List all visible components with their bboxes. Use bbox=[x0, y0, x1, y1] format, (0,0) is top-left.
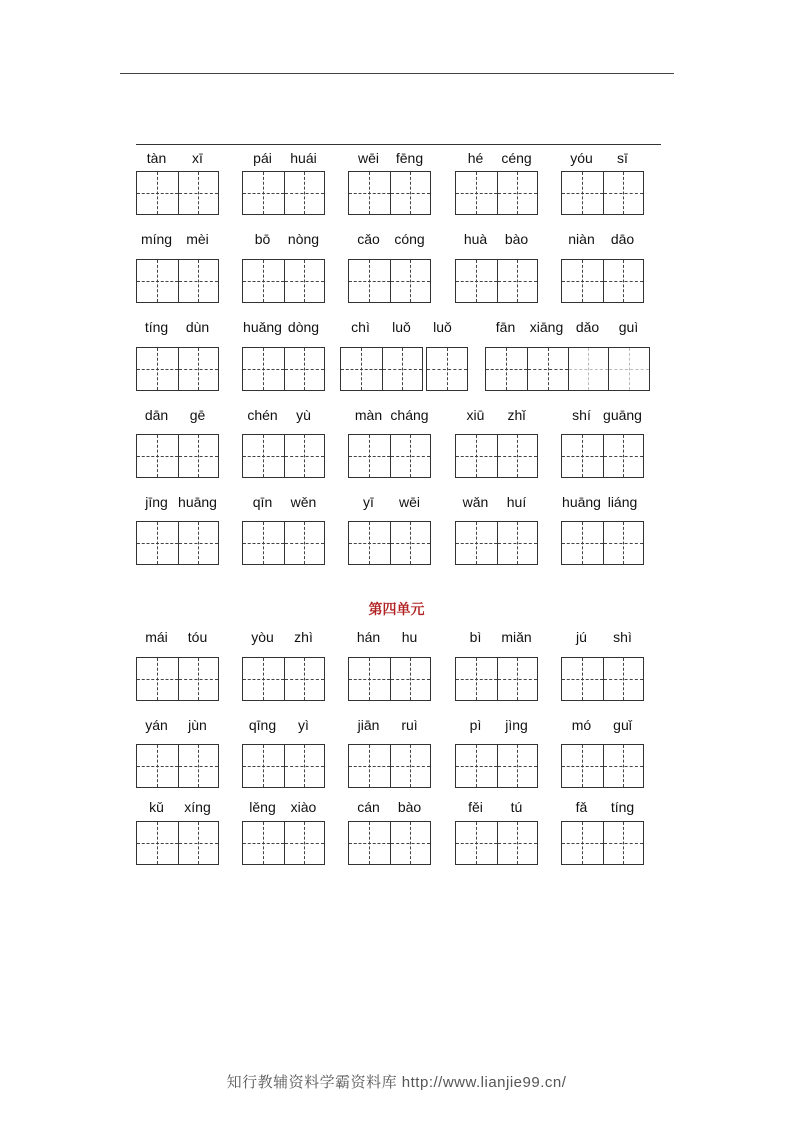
writing-cell[interactable] bbox=[178, 172, 219, 214]
writing-cell[interactable] bbox=[562, 822, 603, 864]
section-rule bbox=[136, 144, 661, 145]
top-rule bbox=[120, 73, 674, 74]
tianzige-grid[interactable] bbox=[561, 259, 644, 303]
pinyin-syllable: guì bbox=[618, 319, 639, 335]
pinyin-syllable: cǎo bbox=[357, 231, 380, 247]
tianzige-grid[interactable] bbox=[455, 434, 538, 478]
writing-cell[interactable] bbox=[390, 522, 431, 564]
writing-cell[interactable] bbox=[341, 348, 382, 390]
writing-cell[interactable] bbox=[284, 348, 325, 390]
tianzige-grid[interactable] bbox=[348, 521, 431, 565]
writing-cell[interactable] bbox=[243, 348, 284, 390]
tianzige-grid[interactable] bbox=[348, 171, 431, 215]
writing-cell[interactable] bbox=[562, 522, 603, 564]
pinyin-syllable: qīn bbox=[252, 494, 273, 510]
pinyin-syllable: xiào bbox=[290, 799, 317, 815]
writing-cell[interactable] bbox=[456, 260, 497, 302]
tianzige-grid[interactable] bbox=[455, 657, 538, 701]
writing-cell[interactable] bbox=[243, 260, 284, 302]
writing-cell[interactable] bbox=[456, 658, 497, 700]
writing-cell[interactable] bbox=[382, 348, 423, 390]
writing-cell[interactable] bbox=[456, 822, 497, 864]
pinyin-syllable: tú bbox=[510, 799, 523, 815]
writing-cell[interactable] bbox=[137, 435, 178, 477]
writing-cell[interactable] bbox=[349, 172, 390, 214]
writing-cell[interactable] bbox=[608, 348, 649, 390]
pinyin-syllable: xiū bbox=[466, 407, 485, 423]
writing-cell[interactable] bbox=[243, 522, 284, 564]
pinyin-syllable: míng bbox=[140, 231, 173, 247]
pinyin-syllable: màn bbox=[354, 407, 383, 423]
writing-cell[interactable] bbox=[486, 348, 527, 390]
pinyin-syllable: yán bbox=[145, 717, 168, 733]
writing-cell[interactable] bbox=[562, 172, 603, 214]
writing-cell[interactable] bbox=[562, 745, 603, 787]
pinyin-syllable: jīng bbox=[145, 494, 168, 510]
writing-cell[interactable] bbox=[243, 172, 284, 214]
writing-cell[interactable] bbox=[562, 658, 603, 700]
pinyin-syllable: guāng bbox=[603, 407, 642, 423]
tianzige-grid[interactable] bbox=[561, 434, 644, 478]
writing-cell[interactable] bbox=[284, 172, 325, 214]
tianzige-grid[interactable] bbox=[455, 821, 538, 865]
writing-cell[interactable] bbox=[456, 435, 497, 477]
pinyin-syllable: hán bbox=[356, 629, 381, 645]
writing-cell[interactable] bbox=[178, 260, 219, 302]
writing-cell[interactable] bbox=[390, 822, 431, 864]
pinyin-syllable: cóng bbox=[394, 231, 425, 247]
writing-cell[interactable] bbox=[137, 745, 178, 787]
pinyin-syllable: huāng bbox=[562, 494, 601, 510]
writing-cell[interactable] bbox=[284, 658, 325, 700]
pinyin-syllable: dāo bbox=[610, 231, 635, 247]
pinyin-syllable: mái bbox=[145, 629, 168, 645]
pinyin-syllable: dùn bbox=[185, 319, 210, 335]
pinyin-syllable: chén bbox=[247, 407, 278, 423]
pinyin-syllable: yù bbox=[296, 407, 311, 423]
writing-cell[interactable] bbox=[137, 658, 178, 700]
pinyin-syllable: kǔ bbox=[149, 799, 164, 815]
pinyin-syllable: chì bbox=[351, 319, 370, 335]
pinyin-syllable: mó bbox=[571, 717, 592, 733]
pinyin-syllable: xiāng bbox=[529, 319, 564, 335]
writing-cell[interactable] bbox=[349, 658, 390, 700]
pinyin-syllable: yòu bbox=[251, 629, 274, 645]
writing-cell[interactable] bbox=[456, 522, 497, 564]
writing-cell[interactable] bbox=[497, 822, 538, 864]
tianzige-grid[interactable] bbox=[426, 347, 468, 391]
writing-cell[interactable] bbox=[137, 348, 178, 390]
tianzige-grid[interactable] bbox=[136, 259, 219, 303]
writing-cell[interactable] bbox=[497, 745, 538, 787]
pinyin-syllable: cán bbox=[357, 799, 380, 815]
writing-cell[interactable] bbox=[603, 435, 644, 477]
writing-cell[interactable] bbox=[497, 435, 538, 477]
writing-cell[interactable] bbox=[137, 822, 178, 864]
pinyin-syllable: wěn bbox=[290, 494, 317, 510]
writing-cell[interactable] bbox=[284, 822, 325, 864]
writing-cell[interactable] bbox=[562, 260, 603, 302]
tianzige-grid[interactable] bbox=[136, 744, 219, 788]
writing-cell[interactable] bbox=[349, 522, 390, 564]
pinyin-syllable: xíng bbox=[184, 799, 211, 815]
writing-cell[interactable] bbox=[497, 658, 538, 700]
writing-cell[interactable] bbox=[137, 260, 178, 302]
pinyin-syllable: tóu bbox=[187, 629, 208, 645]
writing-cell[interactable] bbox=[497, 260, 538, 302]
writing-cell[interactable] bbox=[284, 260, 325, 302]
tianzige-grid[interactable] bbox=[561, 744, 644, 788]
writing-cell[interactable] bbox=[603, 658, 644, 700]
writing-cell[interactable] bbox=[284, 435, 325, 477]
tianzige-grid[interactable] bbox=[561, 821, 644, 865]
writing-cell[interactable] bbox=[568, 348, 609, 390]
writing-cell[interactable] bbox=[390, 435, 431, 477]
writing-cell[interactable] bbox=[603, 172, 644, 214]
tianzige-grid[interactable] bbox=[348, 259, 431, 303]
pinyin-syllable: cháng bbox=[390, 407, 429, 423]
tianzige-grid[interactable] bbox=[242, 821, 325, 865]
pinyin-syllable: dān bbox=[144, 407, 169, 423]
pinyin-syllable: hé bbox=[467, 150, 484, 166]
writing-cell[interactable] bbox=[562, 435, 603, 477]
pinyin-syllable: wēi bbox=[398, 494, 421, 510]
tianzige-grid[interactable] bbox=[455, 744, 538, 788]
tianzige-grid[interactable] bbox=[348, 657, 431, 701]
writing-cell[interactable] bbox=[349, 822, 390, 864]
pinyin-syllable: wǎn bbox=[462, 494, 489, 510]
writing-cell[interactable] bbox=[137, 522, 178, 564]
writing-cell[interactable] bbox=[243, 435, 284, 477]
pinyin-syllable: yì bbox=[298, 717, 309, 733]
pinyin-syllable: bō bbox=[254, 231, 271, 247]
footer-text: 知行教辅资料学霸资料库 http://www.lianjie99.cn/ bbox=[226, 1074, 567, 1091]
pinyin-syllable: fēng bbox=[395, 150, 424, 166]
writing-cell[interactable] bbox=[243, 745, 284, 787]
pinyin-syllable: dòng bbox=[287, 319, 320, 335]
pinyin-syllable: jiān bbox=[357, 717, 380, 733]
pinyin-syllable: gē bbox=[189, 407, 206, 423]
pinyin-syllable: niàn bbox=[568, 231, 595, 247]
pinyin-syllable: céng bbox=[501, 150, 532, 166]
pinyin-syllable: fǎ bbox=[575, 799, 588, 815]
pinyin-syllable: bì bbox=[469, 629, 482, 645]
pinyin-syllable: guǐ bbox=[613, 717, 632, 733]
pinyin-syllable: shì bbox=[613, 629, 632, 645]
pinyin-syllable: mèi bbox=[186, 231, 209, 247]
pinyin-syllable: tàn bbox=[146, 150, 167, 166]
pinyin-syllable: huà bbox=[463, 231, 488, 247]
pinyin-syllable: hu bbox=[401, 629, 418, 645]
tianzige-grid[interactable] bbox=[136, 347, 219, 391]
tianzige-grid[interactable] bbox=[136, 657, 219, 701]
writing-cell[interactable] bbox=[137, 172, 178, 214]
tianzige-grid[interactable] bbox=[242, 259, 325, 303]
writing-cell[interactable] bbox=[390, 260, 431, 302]
tianzige-grid[interactable] bbox=[348, 434, 431, 478]
writing-cell[interactable] bbox=[390, 172, 431, 214]
pinyin-syllable: jùn bbox=[188, 717, 207, 733]
writing-cell[interactable] bbox=[390, 745, 431, 787]
writing-cell[interactable] bbox=[603, 260, 644, 302]
tianzige-grid[interactable] bbox=[242, 171, 325, 215]
tianzige-grid[interactable] bbox=[136, 521, 219, 565]
tianzige-grid[interactable] bbox=[136, 171, 219, 215]
pinyin-syllable: pái bbox=[253, 150, 272, 166]
pinyin-syllable: fěi bbox=[468, 799, 483, 815]
tianzige-grid[interactable] bbox=[136, 821, 219, 865]
pinyin-syllable: lěng bbox=[249, 799, 276, 815]
tianzige-grid[interactable] bbox=[561, 657, 644, 701]
tianzige-grid[interactable] bbox=[242, 521, 325, 565]
writing-cell[interactable] bbox=[349, 435, 390, 477]
pinyin-syllable: miǎn bbox=[501, 629, 532, 645]
pinyin-syllable: jìng bbox=[505, 717, 528, 733]
writing-cell[interactable] bbox=[284, 745, 325, 787]
pinyin-syllable: tíng bbox=[144, 319, 169, 335]
pinyin-syllable: bào bbox=[504, 231, 529, 247]
pinyin-syllable: huí bbox=[506, 494, 527, 510]
pinyin-syllable: zhì bbox=[294, 629, 313, 645]
writing-cell[interactable] bbox=[178, 348, 219, 390]
pinyin-syllable: luǒ bbox=[433, 319, 452, 335]
writing-cell[interactable] bbox=[603, 522, 644, 564]
pinyin-syllable: jú bbox=[576, 629, 587, 645]
pinyin-syllable: zhǐ bbox=[507, 407, 526, 423]
tianzige-grid[interactable] bbox=[455, 521, 538, 565]
writing-cell[interactable] bbox=[349, 260, 390, 302]
writing-cell[interactable] bbox=[178, 658, 219, 700]
writing-cell[interactable] bbox=[284, 522, 325, 564]
tianzige-grid[interactable] bbox=[136, 434, 219, 478]
tianzige-grid[interactable] bbox=[340, 347, 423, 391]
tianzige-grid[interactable] bbox=[242, 657, 325, 701]
tianzige-grid[interactable] bbox=[485, 347, 650, 391]
pinyin-syllable: pì bbox=[469, 717, 482, 733]
tianzige-grid[interactable] bbox=[242, 744, 325, 788]
pinyin-syllable: shí bbox=[572, 407, 591, 423]
writing-cell[interactable] bbox=[178, 745, 219, 787]
tianzige-grid[interactable] bbox=[455, 171, 538, 215]
writing-cell[interactable] bbox=[456, 745, 497, 787]
pinyin-syllable: luǒ bbox=[392, 319, 411, 335]
writing-cell[interactable] bbox=[390, 658, 431, 700]
pinyin-syllable: huāng bbox=[178, 494, 217, 510]
pinyin-syllable: nòng bbox=[287, 231, 320, 247]
pinyin-syllable: ruì bbox=[401, 717, 418, 733]
writing-cell[interactable] bbox=[603, 822, 644, 864]
pinyin-syllable: yóu bbox=[570, 150, 593, 166]
tianzige-grid[interactable] bbox=[242, 347, 325, 391]
pinyin-syllable: qīng bbox=[248, 717, 277, 733]
writing-cell[interactable] bbox=[178, 435, 219, 477]
tianzige-grid[interactable] bbox=[348, 821, 431, 865]
pinyin-syllable: bào bbox=[397, 799, 422, 815]
writing-cell[interactable] bbox=[527, 348, 568, 390]
writing-cell[interactable] bbox=[243, 658, 284, 700]
writing-cell[interactable] bbox=[243, 822, 284, 864]
tianzige-grid[interactable] bbox=[455, 259, 538, 303]
unit-title: 第四单元 bbox=[368, 601, 425, 617]
writing-cell[interactable] bbox=[349, 745, 390, 787]
pinyin-syllable: yī bbox=[363, 494, 374, 510]
writing-cell[interactable] bbox=[497, 522, 538, 564]
pinyin-syllable: fān bbox=[495, 319, 516, 335]
pinyin-syllable: huǎng bbox=[243, 319, 282, 335]
tianzige-grid[interactable] bbox=[242, 434, 325, 478]
pinyin-syllable: huái bbox=[290, 150, 317, 166]
pinyin-syllable: tíng bbox=[610, 799, 635, 815]
pinyin-syllable: wēi bbox=[357, 150, 380, 166]
tianzige-grid[interactable] bbox=[561, 171, 644, 215]
writing-cell[interactable] bbox=[178, 522, 219, 564]
writing-cell[interactable] bbox=[456, 172, 497, 214]
writing-cell[interactable] bbox=[178, 822, 219, 864]
writing-cell[interactable] bbox=[497, 172, 538, 214]
pinyin-syllable: xī bbox=[192, 150, 203, 166]
tianzige-grid[interactable] bbox=[561, 521, 644, 565]
pinyin-syllable: sī bbox=[617, 150, 628, 166]
writing-cell[interactable] bbox=[603, 745, 644, 787]
writing-cell[interactable] bbox=[427, 348, 467, 390]
pinyin-syllable: dǎo bbox=[575, 319, 600, 335]
tianzige-grid[interactable] bbox=[348, 744, 431, 788]
pinyin-syllable: liáng bbox=[607, 494, 638, 510]
